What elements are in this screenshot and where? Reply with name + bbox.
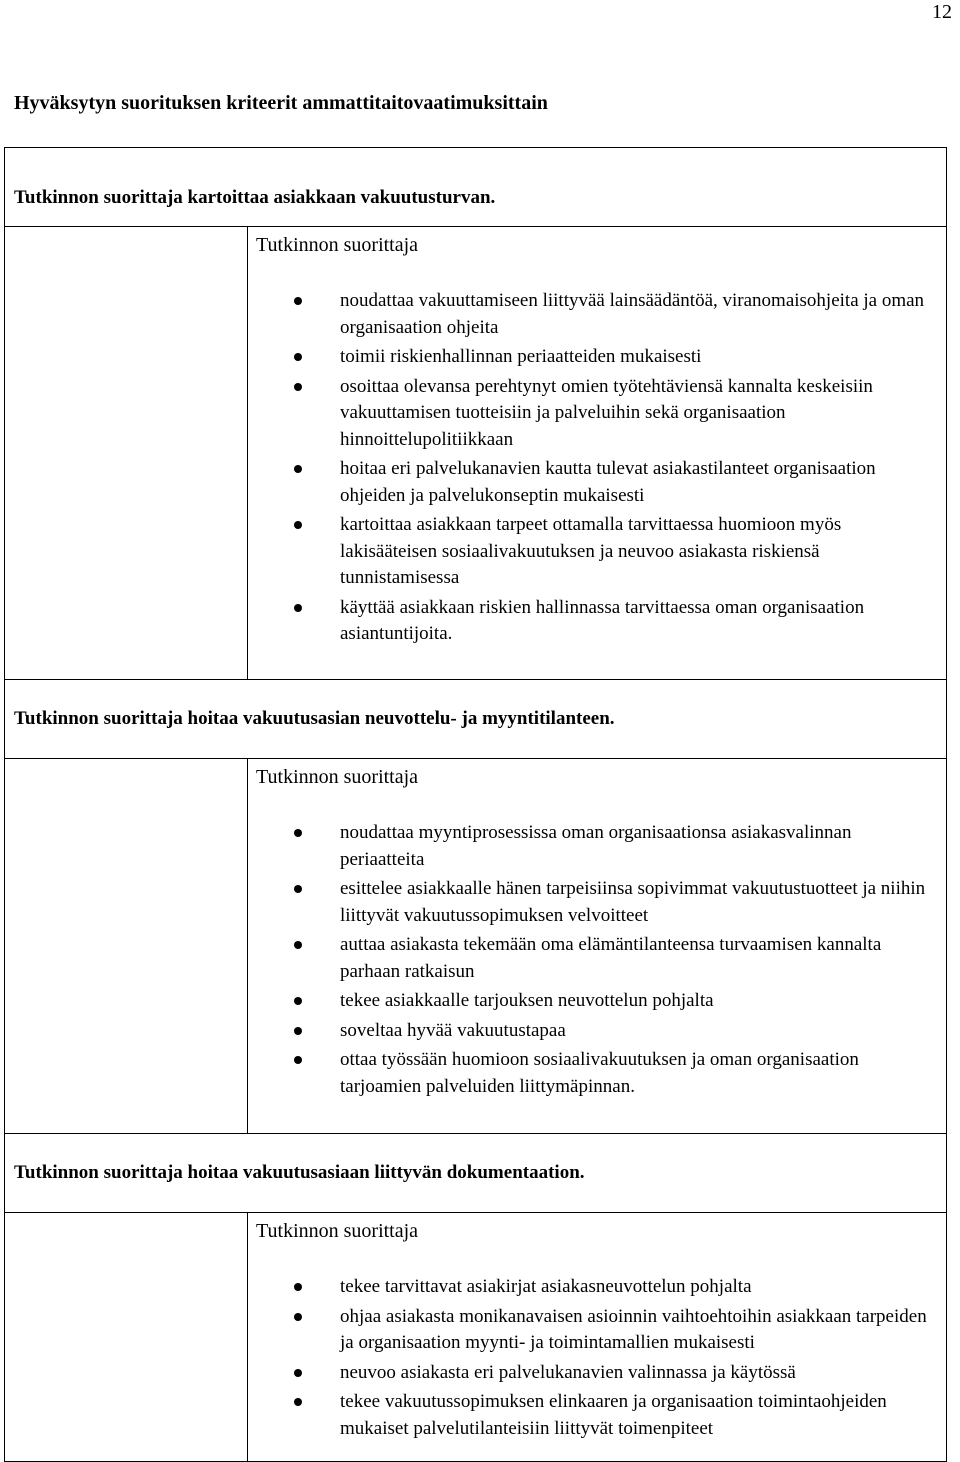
empty-left-cell	[5, 227, 248, 680]
list-item: auttaa asiakasta tekemään oma elämäntilanteensa turvaamisen kannalta parhaan ratkaisun	[258, 932, 946, 985]
criteria-list	[258, 288, 946, 648]
list-item: hoitaa eri palvelukanavien kautta tulevat asiakastilanteet organisaation ohjeiden ja palvelukonseptin mukaisesti	[258, 456, 946, 509]
section-title-row	[5, 148, 947, 227]
section-title: Tutkinnon suorittaja hoitaa vakuutusasian neuvottelu- ja myyntitilanteen.	[5, 680, 947, 759]
section-content-row	[5, 759, 947, 1134]
list-item: toimii riskienhallinnan periaatteiden mukaisesti	[258, 344, 946, 371]
list-item: tekee vakuutussopimuksen elinkaaren ja organisaation toimintaohjeiden mukaiset palvelutilanteisiin liittyvät toimenpiteet	[258, 1389, 946, 1442]
subject-label: Tutkinnon suorittaja	[256, 766, 419, 788]
list-item: ottaa työssään huomioon sosiaalivakuutuksen ja oman organisaation tarjoamien palveluiden liittymäpinnan.	[258, 1047, 946, 1100]
subject-label: Tutkinnon suorittaja	[256, 1220, 419, 1242]
list-item: kartoittaa asiakkaan tarpeet ottamalla tarvittaessa huomioon myös lakisääteisen sosiaalivakuutuksen ja neuvoo asiakasta riskiensä tunnistamisessa	[258, 512, 946, 592]
criteria-table	[4, 147, 947, 1462]
criteria-list	[258, 820, 946, 1100]
section-title-row	[5, 1134, 947, 1213]
list-item: noudattaa myyntiprosessissa oman organisaationsa asiakasvalinnan periaatteita	[258, 820, 946, 873]
subject-label: Tutkinnon suorittaja	[256, 234, 419, 256]
criteria-cell	[248, 1213, 947, 1462]
list-item: neuvoo asiakasta eri palvelukanavien valinnassa ja käytössä	[258, 1360, 946, 1387]
list-item: soveltaa hyvää vakuutustapaa	[258, 1018, 946, 1045]
criteria-list	[258, 1274, 946, 1442]
list-item: käyttää asiakkaan riskien hallinnassa tarvittaessa oman organisaation asiantuntijoita.	[258, 595, 946, 648]
list-item: tekee tarvittavat asiakirjat asiakasneuvottelun pohjalta	[258, 1274, 946, 1301]
section-content-row	[5, 227, 947, 680]
page-number: 12	[932, 1, 952, 23]
criteria-cell	[248, 759, 947, 1134]
list-item: osoittaa olevansa perehtynyt omien työtehtäviensä kannalta keskeisiin vakuuttamisen tuotteisiin ja palveluihin sekä organisaation hinnoittelupolitiikkaan	[258, 374, 946, 454]
section-title-row	[5, 680, 947, 759]
list-item: tekee asiakkaalle tarjouksen neuvottelun pohjalta	[258, 988, 946, 1015]
list-item: esittelee asiakkaalle hänen tarpeisiinsa sopivimmat vakuutustuotteet ja niihin liittyvät vakuutussopimuksen velvoitteet	[258, 876, 946, 929]
section-title: Tutkinnon suorittaja kartoittaa asiakkaan vakuutusturvan.	[5, 148, 947, 227]
criteria-cell	[248, 227, 947, 680]
list-item: ohjaa asiakasta monikanavaisen asioinnin vaihtoehtoihin asiakkaan tarpeiden ja organisaation myynti- ja toimintamallien mukaisesti	[258, 1304, 946, 1357]
list-item: noudattaa vakuuttamiseen liittyvää lainsäädäntöä, viranomaisohjeita ja oman organisaation ohjeita	[258, 288, 946, 341]
section-content-row	[5, 1213, 947, 1462]
document-heading: Hyväksytyn suorituksen kriteerit ammattitaitovaatimuksittain	[14, 92, 548, 114]
section-title: Tutkinnon suorittaja hoitaa vakuutusasiaan liittyvän dokumentaation.	[5, 1134, 947, 1213]
empty-left-cell	[5, 759, 248, 1134]
empty-left-cell	[5, 1213, 248, 1462]
